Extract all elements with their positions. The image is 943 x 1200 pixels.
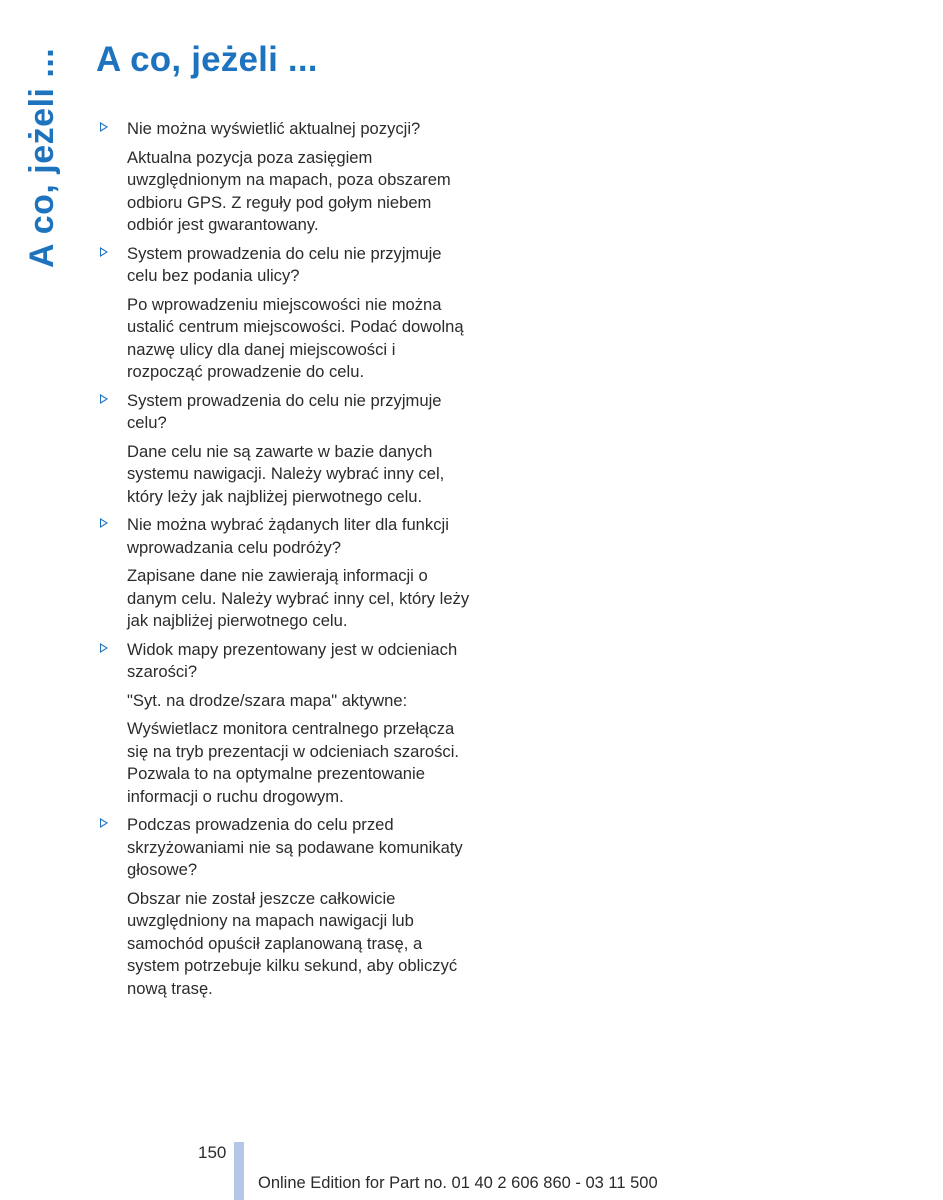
faq-answer: Zapisane dane nie zawierają informacji o danym celu. Należy wybrać inny cel, który leży jak najbliżej pierwotnego celu. <box>127 566 470 630</box>
side-tab-title: A co, jeżeli ... <box>23 48 61 269</box>
faq-list <box>100 118 470 1006</box>
page-number: 150 <box>198 1143 227 1162</box>
triangle-bullet-icon <box>100 122 108 132</box>
faq-answer: "Syt. na drodze/szara mapa" aktywne: <box>127 690 408 710</box>
faq-answer: Wyświetlacz monitora centralnego przełącza się na tryb prezentacji w odcieniach szarości. Pozwala to na optymalne prezentowanie informacji o ruchu drogowym. <box>127 719 460 806</box>
triangle-bullet-icon <box>100 247 108 257</box>
faq-answer: Po wprowadzeniu miejscowości nie można ustalić centrum miejscowości. Podać dowolną nazwę ulicy dla danej miejscowości i rozpocząć prowadzenie do celu. <box>127 294 464 381</box>
faq-item <box>100 814 470 1000</box>
faq-question: Nie można wyświetlić aktualnej pozycji? <box>127 119 421 138</box>
faq-answer: Aktualna pozycja poza zasięgiem uwzględnionym na mapach, poza obszarem odbioru GPS. Z reguły pod gołym niebem odbiór jest gwarantowany. <box>127 147 451 234</box>
triangle-bullet-icon <box>100 643 108 653</box>
triangle-bullet-icon <box>100 394 108 404</box>
faq-question: Nie można wybrać żądanych liter dla funkcji wprowadzania celu podróży? <box>127 515 449 557</box>
page-title: A co, jeżeli ... <box>96 40 318 79</box>
faq-answer: Obszar nie został jeszcze całkowicie uwzględniony na mapach nawigacji lub samochód opuścił zaplanowaną trasę, a system potrzebuje kilku sekund, aby obliczyć nową trasę. <box>127 888 458 998</box>
edition-footer-text: Online Edition for Part no. 01 40 2 606 860 - 03 11 500 <box>258 1174 658 1192</box>
faq-question: Podczas prowadzenia do celu przed skrzyżowaniami nie są podawane komunikaty głosowe? <box>127 815 463 879</box>
faq-question: Widok mapy prezentowany jest w odcieniach szarości? <box>127 639 458 681</box>
faq-item <box>100 390 470 509</box>
faq-question: System prowadzenia do celu nie przyjmuje celu bez podania ulicy? <box>127 243 442 285</box>
faq-item <box>100 639 470 809</box>
triangle-bullet-icon <box>100 818 108 828</box>
faq-item <box>100 243 470 384</box>
footer-accent-bar <box>234 1142 244 1200</box>
faq-answer: Dane celu nie są zawarte w bazie danych systemu nawigacji. Należy wybrać inny cel, który leży jak najbliżej pierwotnego celu. <box>127 441 445 506</box>
faq-item <box>100 514 470 633</box>
faq-item <box>100 118 470 237</box>
faq-question: System prowadzenia do celu nie przyjmuje celu? <box>127 390 442 432</box>
triangle-bullet-icon <box>100 518 108 528</box>
